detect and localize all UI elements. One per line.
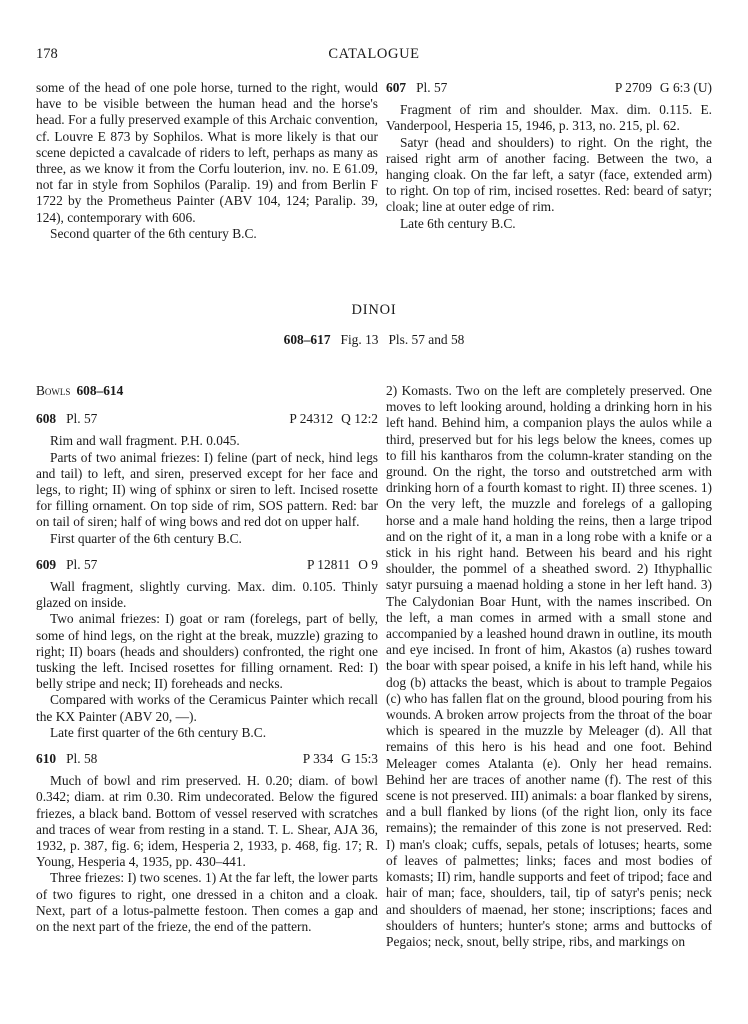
entry-plate: Pl. 58 [66, 751, 98, 767]
entry-number: 607 [386, 80, 407, 95]
entry-header [36, 411, 378, 427]
entry-paragraph: Satyr (head and shoulders) to right. On the right, the raised right arm of another facing. Between the two, a hanging cloak. On the far left, a satyr (face, extended arm) to right. On top of rim, incised rosettes. Red: beard of satyr; cloak; line at outer edge of rim. [386, 134, 712, 215]
entry-plate: Pl. 57 [66, 411, 98, 427]
entry-inventory: P 24312 [289, 411, 334, 427]
running-title: CATALOGUE [328, 46, 420, 62]
entry-grid: Q 12:2 [341, 411, 378, 427]
entry-610 [36, 751, 378, 935]
section-subtitle [0, 332, 748, 348]
bowls-label: Bowls [36, 383, 71, 398]
entry-number: 608 [36, 411, 57, 427]
entry-inventory: P 2709 [614, 80, 652, 95]
entry-paragraph: Three friezes: I) two scenes. 1) At the far left, the lower parts of two figures to right, one dressed in a chiton and a cloak. Next, part of a lotus-palmette festoon. Then comes a gap and on the next part of the frieze, the end of the pattern. [36, 870, 378, 935]
section-title: DINOI [351, 302, 397, 318]
entry-608 [36, 411, 378, 547]
entry-610-continuation: 2) Komasts. Two on the left are completely preserved. One moves to left looking around, holding a drinking horn in his left hand. Behind him, a companion plays the aulos while a third, preserved but for his legs below the knees, comes up to fill his kantharos from the column-krater standing on the ground. On the right, the torso and outstretched arm with drinking horn of a fourth komast to right. II) three scenes. 1) On the very left, the muzzle and forelegs of a galloping horse and a male hand holding the reins, then a large tripod and on the right of it, a man in a long robe with a knife or a stick in his right hand. Between his beard and his right shoulder, the pommel of a sheathed sword. 2) Ithyphallic satyr pursuing a maenad holding a stone in her left hand. 3) The Calydonian Boar Hunt, with the names inscribed. On the left, a man comes in armed with a small stone and accompanied by a leashed hound drawn in outline, its mouth and eye incised. In front of him, Akastos (a) rushes toward the boar with spear poised, a knife in his left hand, while his dog (b) attacks the beast, which is about to trample Pegaios (c) who has fallen flat on the ground, blood pouring from his wounds. A broken arrow projects from the throat of the boar which is speared in the muzzle by Meleager (d). All that remains of this hero is his head and one foot. Behind Meleager comes Atalanta (e). Only her head remains. Behind her are traces of another name (f). The rest of this scene is not preserved. III) animals: a boar flanked by sirens, and a bull flanked by lions (of the right lion, only its face remains); the remainder of this zone is not preserved. Red: I) man's cloak; cuffs, sepals, petals of lotuses; hearts, some of leaves of palmettes; links; faces and most bodies of komasts; II) rim, handle supports and feet of tripod; face and hair of man; face, shoulders, tail, tip of satyr's penis; neck and shoulders of maenad, her stone; inscriptions; faces and shoulders of hunters; hunter's stone; arms and buttocks of Pegaios; neck, snout, belly stripe, ribs, and markings on [386, 383, 712, 949]
section-range: 608–617 [283, 332, 331, 347]
entry-number: 610 [36, 751, 57, 767]
entry-plate: Pl. 57 [66, 556, 98, 572]
section-plates: Pls. 57 and 58 [388, 332, 465, 347]
bowls-range: 608–614 [76, 383, 124, 398]
date-line: Second quarter of the 6th century B.C. [50, 225, 257, 241]
upper-left-column [36, 80, 378, 242]
entry-609 [36, 557, 378, 741]
entry-inventory: P 334 [302, 751, 334, 767]
bowls-subheading [36, 383, 378, 399]
entry-plate: Pl. 57 [416, 80, 448, 95]
entry-grid: O 9 [358, 556, 378, 572]
section-figure: Fig. 13 [340, 332, 379, 347]
entry-607 [386, 80, 712, 232]
lower-right-column [386, 383, 712, 950]
continuation-paragraph: some of the head of one pole horse, turned to the right, would have to be visible between the human head and the horse's head. For a fully preserved example of this Archaic convention, cf. Louvre E 873 by Sophilos. What is more likely is that our scene depicted a cavalcade of riders to left, perhaps as many as three, as we know it from the Corfu louterion, inv. no. E 61.09, not far in style from Sophilos (Paralip. 19) and from Berlin F 1722 by the Prometheus Painter (ABV 104, 124; Paralip. 39, 124), contemporary with 606. [36, 80, 378, 225]
entry-paragraph: Two animal friezes: I) goat or ram (forelegs, part of belly, some of hind legs, on the right at the break, muzzle) grazing to right; II) boars (heads and shoulders) confronted, the right one tusking the left. Incised rosettes for filling ornament. Red: I) belly stripe and neck; II) foreheads and necks. [36, 611, 378, 692]
entry-paragraph: Parts of two animal friezes: I) feline (part of neck, hind legs and tail) to left, and siren, preserved except for her face and legs, to right; II) wing of sphinx or siren to left. Incised rosette for filling ornament. On top side of rim, SOS pattern. Red: bar on tail of siren; half of wing bows and red dot on upper half. [36, 449, 378, 530]
entry-header [36, 751, 378, 767]
entry-header [36, 557, 378, 573]
entry-paragraph: Compared with works of the Ceramicus Painter which recall the KX Painter (ABV 20, —). [36, 692, 378, 724]
entry-inventory: P 12811 [307, 556, 351, 572]
entry-paragraph: Much of bowl and rim preserved. H. 0.20; diam. of bowl 0.342; diam. at rim 0.30. Rim undecorated. Below the figured friezes, a black band. Bottom of vessel reserved with scratches and traces of wear from resting in a stand. T. L. Shear, AJA 36, 1932, p. 387, fig. 6; idem, Hesperia 2, 1933, p. 468, fig. 17; R. Young, Hesperia 4, 1935, pp. 430–441. [36, 773, 378, 870]
date-line: Late first quarter of the 6th century B.C. [50, 724, 267, 740]
entry-header [386, 80, 712, 96]
date-line: First quarter of the 6th century B.C. [50, 530, 242, 546]
entry-paragraph: Fragment of rim and shoulder. Max. dim. 0.115. E. Vanderpool, Hesperia 15, 1946, p. 313, no. 215, pl. 62. [386, 102, 712, 134]
date-line: Late 6th century B.C. [400, 215, 516, 231]
entry-paragraph: Wall fragment, slightly curving. Max. dim. 0.105. Thinly glazed on inside. [36, 579, 378, 611]
page-number: 178 [36, 46, 58, 62]
entry-grid: G 15:3 [341, 751, 378, 767]
lower-left-column [36, 383, 378, 935]
entry-paragraph: Rim and wall fragment. P.H. 0.045. [50, 433, 240, 449]
entry-grid: G 6:3 (U) [659, 80, 712, 95]
entry-number: 609 [36, 556, 57, 572]
